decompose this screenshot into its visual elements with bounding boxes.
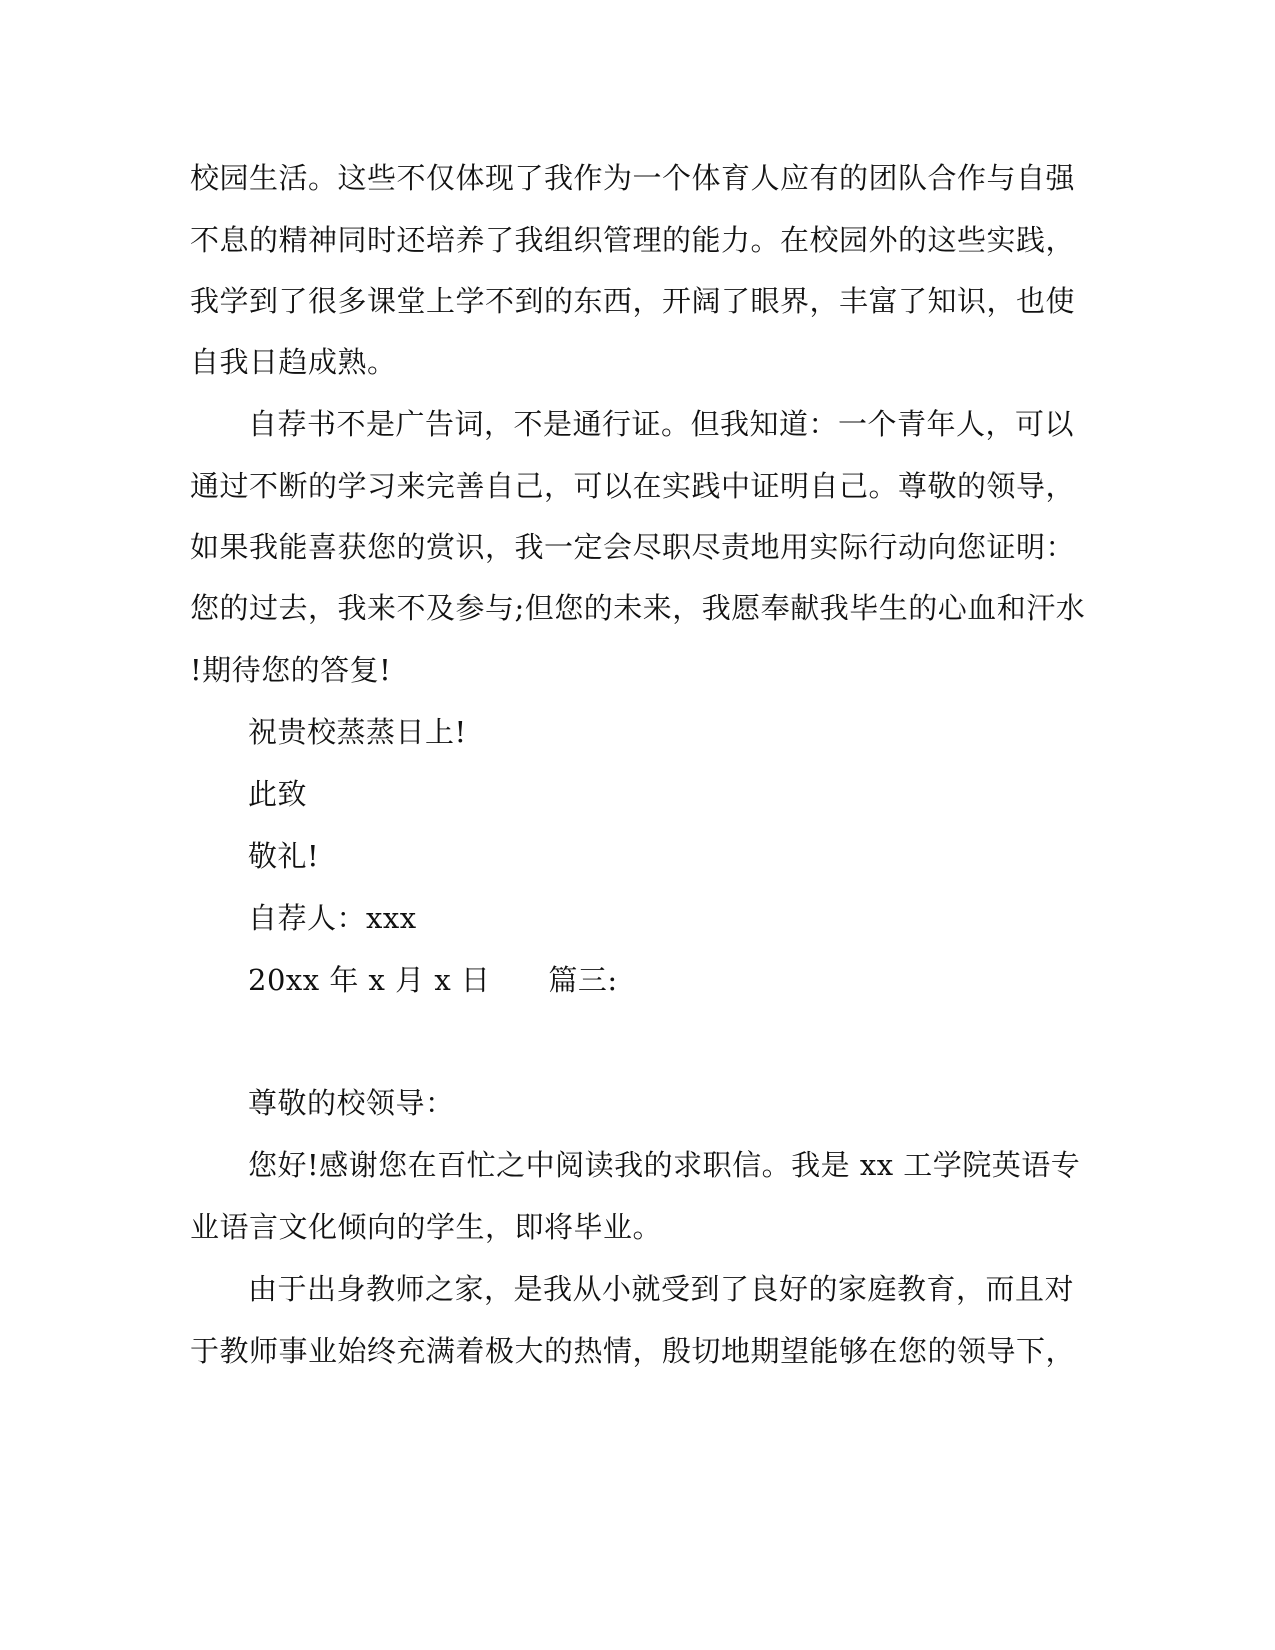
closing-wish: 祝贵校蒸蒸日上!: [248, 715, 467, 749]
section-label: 篇三:: [548, 963, 618, 997]
closing-cizhi: 此致: [248, 777, 308, 811]
paragraph-line: 我学到了很多课堂上学不到的东西，开阔了眼界，丰富了知识，也使: [190, 284, 1076, 318]
paragraph-line: 如果我能喜获您的赏识，我一定会尽职尽责地用实际行动向您证明：: [190, 530, 1076, 564]
paragraph-line: 自我日趋成熟。: [190, 345, 397, 379]
paragraph-line: 校园生活。这些不仅体现了我作为一个体育人应有的团队合作与自强: [190, 161, 1076, 195]
date: 20xx 年 x 月 x 日: [248, 963, 491, 997]
salutation: 尊敬的校领导：: [248, 1086, 455, 1120]
paragraph-line: 您好!感谢您在百忙之中阅读我的求职信。我是 xx 工学院英语专: [248, 1148, 1081, 1182]
paragraph-line: 业语言文化倾向的学生，即将毕业。: [190, 1210, 663, 1244]
paragraph-line: 通过不断的学习来完善自己，可以在实践中证明自己。尊敬的领导，: [190, 469, 1076, 503]
date-line: [248, 962, 618, 998]
closing-jingli: 敬礼!: [248, 839, 320, 873]
paragraph-line: 自荐书不是广告词，不是通行证。但我知道：一个青年人，可以: [248, 407, 1075, 441]
paragraph-line: 于教师事业始终充满着极大的热情，殷切地期望能够在您的领导下，: [190, 1334, 1076, 1368]
paragraph-line: !期待您的答复!: [190, 653, 392, 687]
paragraph-line: 由于出身教师之家，是我从小就受到了良好的家庭教育，而且对: [248, 1272, 1075, 1306]
signature: 自荐人：xxx: [248, 901, 417, 935]
paragraph-line: 您的过去，我来不及参与;但您的未来，我愿奉献我毕生的心血和汗水: [190, 591, 1086, 625]
paragraph-line: 不息的精神同时还培养了我组织管理的能力。在校园外的这些实践，: [190, 223, 1076, 257]
